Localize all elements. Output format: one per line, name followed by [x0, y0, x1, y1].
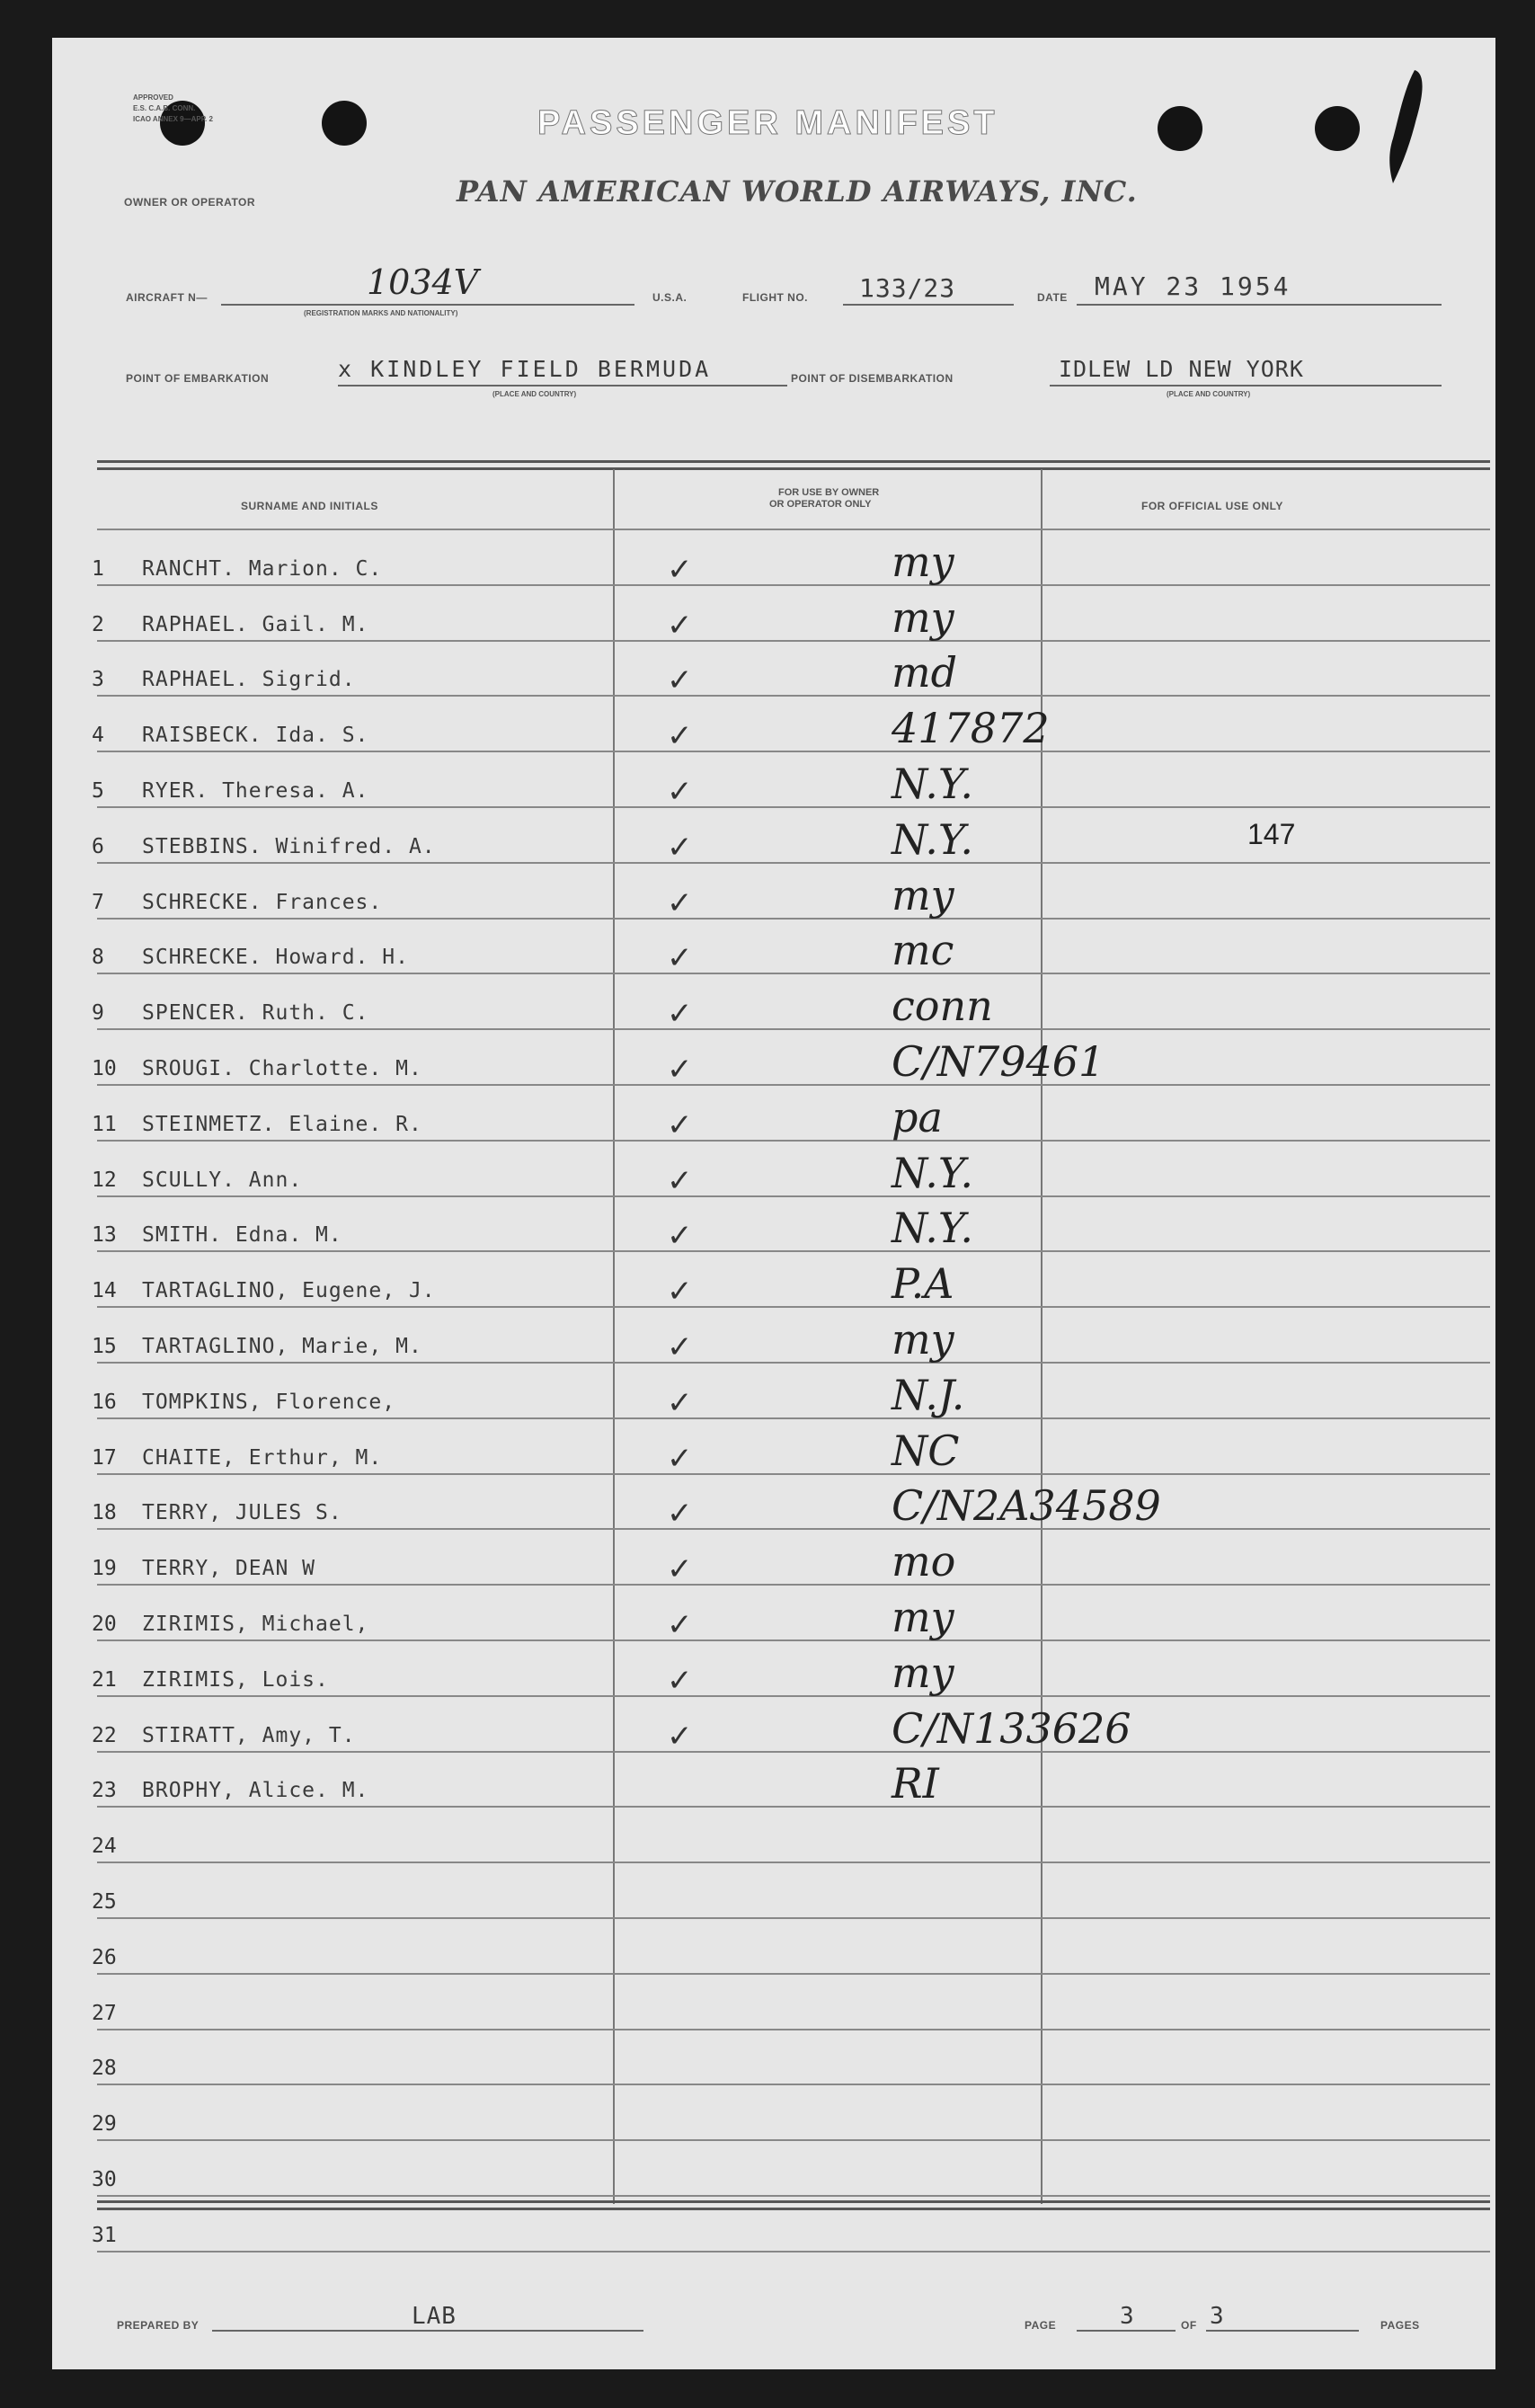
table-rule: [97, 1084, 1490, 1086]
check-mark-icon: ✓: [667, 718, 693, 754]
row-number: 20: [92, 1613, 117, 1636]
table-rule: [97, 1806, 1490, 1808]
table-rule: [97, 751, 1490, 752]
embark-value: x KINDLEY FIELD BERMUDA: [338, 356, 712, 382]
operator-code: N.J.: [892, 1371, 965, 1419]
check-mark-icon: ✓: [667, 1441, 693, 1477]
row-number: 29: [92, 2112, 117, 2136]
punch-hole: [1158, 106, 1202, 151]
date-label: DATE: [1037, 291, 1068, 304]
aircraft-label: AIRCRAFT N—: [126, 291, 208, 304]
check-mark-icon: ✓: [667, 1385, 693, 1421]
operator-code: P.A: [892, 1259, 954, 1308]
operator-code: N.Y.: [892, 760, 973, 808]
check-mark-icon: ✓: [667, 1107, 693, 1143]
operator-code: conn: [892, 982, 993, 1030]
embark-label: POINT OF EMBARKATION: [126, 372, 270, 385]
row-number: 23: [92, 1779, 117, 1802]
passenger-name: ZIRIMIS, Michael,: [142, 1613, 369, 1636]
of-value: 3: [1210, 2303, 1225, 2330]
row-number: 7: [92, 891, 104, 914]
passenger-name: RYER. Theresa. A.: [142, 779, 369, 803]
passenger-name: TERRY, JULES S.: [142, 1501, 342, 1524]
punch-hole: [322, 101, 367, 146]
row-number: 30: [92, 2168, 117, 2191]
operator-code: 417872: [892, 704, 1050, 752]
row-number: 22: [92, 1724, 117, 1747]
table-rule: [97, 973, 1490, 974]
ink-mark-icon: [1380, 65, 1434, 191]
check-mark-icon: ✓: [667, 608, 693, 644]
table-rule: [97, 1140, 1490, 1142]
passenger-name: TARTAGLINO, Marie, M.: [142, 1335, 422, 1358]
row-number: 28: [92, 2057, 117, 2080]
col-surname-header: SURNAME AND INITIALS: [241, 500, 378, 512]
of-label: OF: [1181, 2319, 1197, 2332]
passenger-name: SMITH. Edna. M.: [142, 1223, 342, 1247]
check-mark-icon: ✓: [667, 1607, 693, 1643]
row-number: 18: [92, 1501, 117, 1524]
row-number: 3: [92, 668, 104, 691]
table-rule: [97, 1362, 1490, 1364]
table-rule: [97, 1862, 1490, 1863]
table-rule: [97, 1917, 1490, 1919]
table-rule: [97, 2251, 1490, 2253]
check-mark-icon: ✓: [667, 774, 693, 810]
manifest-sheet: [52, 38, 1495, 2369]
passenger-name: STIRATT, Amy, T.: [142, 1724, 356, 1747]
row-number: 5: [92, 779, 104, 803]
table-rule: [97, 1306, 1490, 1308]
page-label: PAGE: [1025, 2319, 1057, 2332]
row-number: 17: [92, 1446, 117, 1470]
row-number: 8: [92, 946, 104, 969]
check-mark-icon: ✓: [667, 1218, 693, 1254]
embark-sub: (PLACE AND COUNTRY): [492, 390, 577, 398]
operator-code: my: [892, 1593, 954, 1641]
row-number: 1: [92, 557, 104, 581]
operator-code: md: [892, 648, 958, 697]
operator-code: N.Y.: [892, 1204, 973, 1252]
row-number: 24: [92, 1835, 117, 1858]
table-rule: [97, 695, 1490, 697]
row-number: 6: [92, 835, 104, 858]
check-mark-icon: ✓: [667, 830, 693, 866]
passenger-name: STEBBINS. Winifred. A.: [142, 835, 436, 858]
official-note: 147: [1247, 818, 1296, 850]
table-rule: [97, 1528, 1490, 1530]
operator-code: C/N2A34589: [892, 1481, 1161, 1530]
operator-code: N.Y.: [892, 815, 973, 864]
prepared-label: PREPARED BY: [117, 2319, 200, 2332]
operator-code: C/N79461: [892, 1037, 1105, 1086]
passenger-name: SROUGI. Charlotte. M.: [142, 1057, 422, 1080]
operator-code: my: [892, 1315, 954, 1364]
passenger-name: SCHRECKE. Howard. H.: [142, 946, 409, 969]
approval-line: APPROVED: [133, 93, 173, 102]
check-mark-icon: ✓: [667, 1052, 693, 1088]
table-rule: [97, 640, 1490, 642]
row-number: 16: [92, 1391, 117, 1414]
passenger-name: STEINMETZ. Elaine. R.: [142, 1113, 422, 1136]
table-rule: [97, 2139, 1490, 2141]
table-rule: [97, 1751, 1490, 1753]
row-number: 27: [92, 2002, 117, 2025]
row-number: 14: [92, 1279, 117, 1302]
row-number: 21: [92, 1668, 117, 1692]
operator-code: N.Y.: [892, 1149, 973, 1197]
check-mark-icon: ✓: [667, 1163, 693, 1199]
disembark-sub: (PLACE AND COUNTRY): [1167, 390, 1251, 398]
operator-code: mo: [892, 1537, 956, 1586]
passenger-name: SPENCER. Ruth. C.: [142, 1001, 369, 1025]
operator-code: pa: [892, 1093, 943, 1142]
table-rule: [97, 1195, 1490, 1197]
col-owner-header-1: FOR USE BY OWNER: [778, 487, 880, 498]
page-value: 3: [1120, 2303, 1135, 2330]
table-rule: [97, 1695, 1490, 1697]
operator-code: NC: [892, 1426, 960, 1475]
col-owner-header-2: OR OPERATOR ONLY: [769, 499, 872, 510]
check-mark-icon: ✓: [667, 885, 693, 921]
passenger-name: SCULLY. Ann.: [142, 1168, 303, 1192]
row-number: 4: [92, 724, 104, 747]
table-rule: [97, 1028, 1490, 1030]
passenger-name: TARTAGLINO, Eugene, J.: [142, 1279, 436, 1302]
aircraft-sub-label: (REGISTRATION MARKS AND NATIONALITY): [304, 309, 458, 317]
check-mark-icon: ✓: [667, 1663, 693, 1699]
operator-code: my: [892, 593, 954, 642]
table-rule: [97, 1473, 1490, 1475]
check-mark-icon: ✓: [667, 1551, 693, 1587]
check-mark-icon: ✓: [667, 1496, 693, 1532]
passenger-name: RAPHAEL. Gail. M.: [142, 613, 369, 636]
passenger-name: RAPHAEL. Sigrid.: [142, 668, 356, 691]
row-number: 15: [92, 1335, 117, 1358]
check-mark-icon: ✓: [667, 552, 693, 588]
row-number: 25: [92, 1890, 117, 1914]
table-rule: [97, 1973, 1490, 1975]
prepared-value: LAB: [412, 2303, 457, 2330]
col-official-header: FOR OFFICIAL USE ONLY: [1141, 500, 1283, 512]
passenger-name: ZIRIMIS, Lois.: [142, 1668, 329, 1692]
table-rule: [97, 1417, 1490, 1419]
row-number: 10: [92, 1057, 117, 1080]
passenger-name: CHAITE, Erthur, M.: [142, 1446, 383, 1470]
row-number: 13: [92, 1223, 117, 1247]
approval-sub-2: ICAO ANNEX 9—APP. 2: [133, 115, 213, 123]
row-number: 12: [92, 1168, 117, 1192]
operator-code: my: [892, 871, 954, 920]
table-rule: [97, 806, 1490, 808]
owner-label: OWNER OR OPERATOR: [124, 196, 256, 209]
table-rule: [97, 2195, 1490, 2197]
flight-value: 133/23: [859, 273, 956, 303]
date-value: MAY 23 1954: [1095, 271, 1291, 301]
operator-code: C/N133626: [892, 1704, 1131, 1753]
passenger-name: TERRY, DEAN W: [142, 1557, 316, 1580]
disembark-label: POINT OF DISEMBARKATION: [791, 372, 954, 385]
row-number: 9: [92, 1001, 104, 1025]
table-rule: [97, 2084, 1490, 2085]
row-number: 26: [92, 1946, 117, 1969]
check-mark-icon: ✓: [667, 1329, 693, 1365]
table-rule: [97, 584, 1490, 586]
company-name: PAN AMERICAN WORLD AIRWAYS, INC.: [457, 174, 1138, 209]
table-rule: [97, 1584, 1490, 1586]
passenger-name: RAISBECK. Ida. S.: [142, 724, 369, 747]
check-mark-icon: ✓: [667, 1274, 693, 1310]
flight-label: FLIGHT NO.: [742, 291, 808, 304]
table-rule: [97, 862, 1490, 864]
punch-hole: [1315, 106, 1360, 151]
check-mark-icon: ✓: [667, 662, 693, 698]
check-mark-icon: ✓: [667, 940, 693, 976]
aircraft-value: 1034V: [367, 262, 479, 302]
row-number: 19: [92, 1557, 117, 1580]
row-number: 31: [92, 2224, 117, 2247]
passenger-name: TOMPKINS, Florence,: [142, 1391, 396, 1414]
operator-code: my: [892, 1648, 954, 1697]
table-rule: [97, 529, 1490, 530]
check-mark-icon: ✓: [667, 1719, 693, 1755]
passenger-name: BROPHY, Alice. M.: [142, 1779, 369, 1802]
form-title: PASSENGER MANIFEST: [537, 104, 998, 142]
table-rule: [97, 1639, 1490, 1641]
table-rule: [97, 1250, 1490, 1252]
passenger-name: RANCHT. Marion. C.: [142, 557, 383, 581]
row-number: 11: [92, 1113, 117, 1136]
table-rule: [97, 918, 1490, 920]
nationality: U.S.A.: [652, 291, 688, 304]
operator-code: RI: [892, 1759, 939, 1808]
row-number: 2: [92, 613, 104, 636]
passenger-name: SCHRECKE. Frances.: [142, 891, 383, 914]
approval-sub-1: E.S. C.A.B. CONN.: [133, 104, 196, 112]
pages-label: PAGES: [1380, 2319, 1420, 2332]
table-rule: [97, 2029, 1490, 2030]
operator-code: my: [892, 538, 954, 586]
disembark-value: IDLEW LD NEW YORK: [1059, 356, 1304, 382]
check-mark-icon: ✓: [667, 996, 693, 1032]
operator-code: mc: [892, 926, 954, 974]
